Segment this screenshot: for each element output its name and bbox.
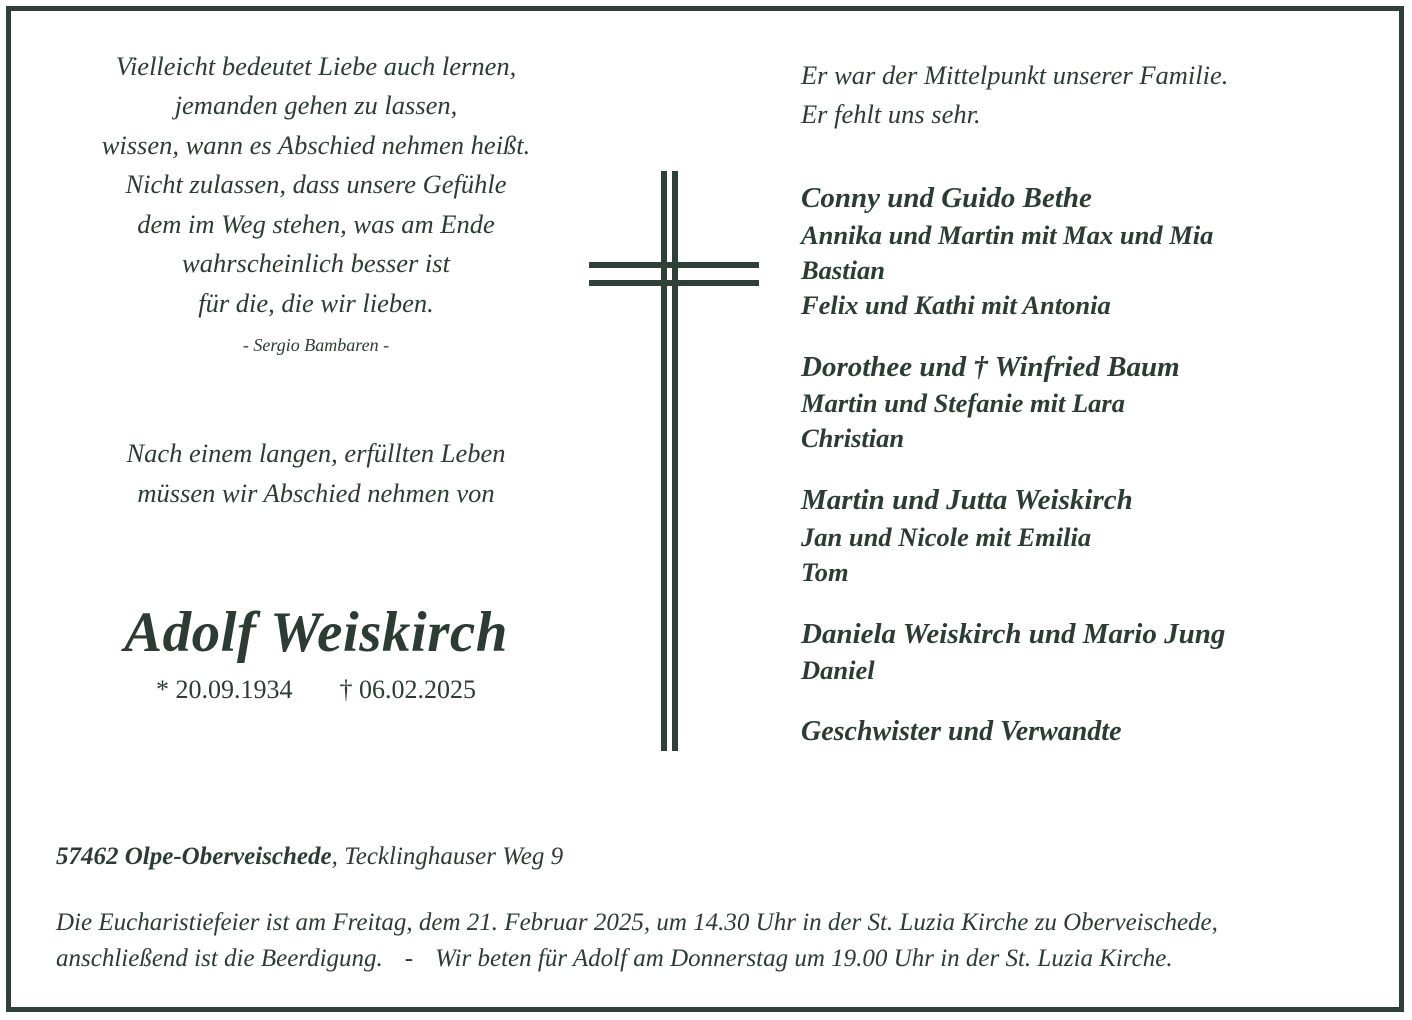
service-line-1: Die Eucharistiefeier ist am Freitag, dem 21. Februar 2025, um 14.30 Uhr in der St. Luzia Kirche zu Oberveischede, [56, 909, 1218, 936]
address-street: , Tecklinghauser Weg 9 [331, 843, 564, 870]
intro-line-2: Er fehlt uns sehr. [801, 98, 981, 129]
obituary-inner [11, 11, 1399, 1007]
family-group [801, 482, 1376, 590]
death-date: † 06.02.2025 [339, 674, 476, 704]
deceased-name: Adolf Weiskirch [124, 600, 508, 664]
lead-line-2: müssen wir Abschied nehmen von [137, 478, 495, 509]
poem-author: - Sergio Bambaren - [242, 335, 390, 356]
family-member: Daniel [801, 655, 875, 686]
poem-line: wahrscheinlich besser ist [182, 248, 450, 279]
birth-date: * 20.09.1934 [156, 674, 293, 704]
family-head: Martin und Jutta Weiskirch [801, 484, 1133, 517]
address-line [56, 843, 1366, 871]
cross-horizontal-bar-top [589, 262, 759, 268]
poem-block [56, 47, 576, 323]
family-member: Martin und Stefanie mit Lara [801, 388, 1125, 419]
family-head: Conny und Guido Bethe [801, 181, 1092, 214]
cross-vertical-bar-right [672, 171, 678, 751]
lead-text [56, 434, 576, 514]
poem-line: Nicht zulassen, dass unsere Gefühle [125, 169, 507, 200]
burial-text: anschließend ist die Beerdigung. [56, 945, 383, 973]
service-details [56, 905, 1366, 978]
family-group [801, 349, 1376, 457]
family-group [801, 616, 1376, 689]
family-head: Dorothee und † Winfried Baum [801, 350, 1180, 383]
family-member: Felix und Kathi mit Antonia [801, 289, 1111, 320]
poem-line: dem im Weg stehen, was am Ende [137, 208, 495, 239]
family-member: Tom [801, 556, 849, 587]
cross-icon [589, 171, 759, 751]
poem-line: Vielleicht bedeutet Liebe auch lernen, [115, 51, 517, 81]
lead-line-1: Nach einem langen, erfüllten Leben [126, 438, 506, 469]
family-member: Annika und Martin mit Max und Mia [801, 219, 1214, 250]
address-city: 57462 Olpe-Oberveischede [56, 843, 332, 870]
cross-vertical-bar-left [661, 171, 667, 751]
intro-line-1: Er war der Mittelpunkt unserer Familie. [801, 60, 1229, 90]
family-member: Bastian [801, 254, 885, 285]
prayer-text: Wir beten für Adolf am Donnerstag um 19.00 Uhr in der St. Luzia Kirche. [435, 945, 1173, 973]
deceased-dates [56, 675, 576, 705]
left-column [56, 47, 576, 705]
family-group [801, 180, 1376, 323]
family-head: Daniela Weiskirch und Mario Jung [801, 617, 1226, 650]
cross-horizontal-bar-bottom [589, 280, 759, 286]
service-line-2 [56, 941, 1366, 977]
service-dash: - [404, 945, 414, 973]
poem-line: wissen, wann es Abschied nehmen heißt. [101, 129, 531, 160]
footer [56, 843, 1366, 978]
family-member: Christian [801, 423, 905, 454]
closing-line: Geschwister und Verwandte [801, 716, 1122, 748]
intro-text [801, 56, 1376, 134]
right-column [801, 56, 1376, 748]
poem-line: für die, die wir lieben. [198, 287, 434, 318]
family-member: Jan und Nicole mit Emilia [801, 521, 1092, 552]
poem-line: jemanden gehen zu lassen, [174, 90, 458, 121]
obituary-card [6, 6, 1404, 1012]
